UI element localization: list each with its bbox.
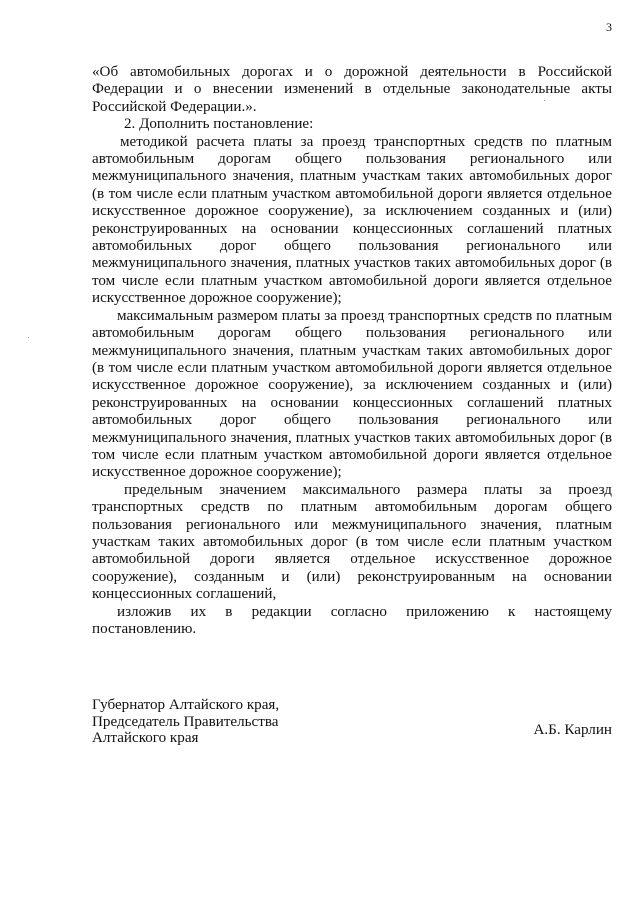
paragraph-restate-in-appendix: изложив их в редакции согласно приложению к настоящему постановлению.	[92, 603, 612, 637]
signer-title-line-1: Губернатор Алтайского края,	[92, 697, 280, 713]
signer-name: А.Б. Карлин	[533, 722, 612, 738]
document-body	[92, 64, 612, 638]
signer-title-line-2: Председатель Правительства	[92, 713, 279, 730]
scan-speck	[28, 337, 29, 338]
paragraph-law-title-continuation: «Об автомобильных дорогах и о дорожной деятельности в Российской Федерации и о внесении изменений в отдельные законодательные акты Российской Федерации.».	[92, 64, 612, 115]
paragraph-calculation-method: методикой расчета платы за проезд транспортных средств по платным автомобильным дорогам общего пользования регионального или межмуниципального значения, платным участкам таких автомобильных дорог (в том числе если платным участком автомобильной дороги является отдельное искусственное дорожное сооружение), за исключением созданных и (или) реконструированных на основании концессионных соглашений платных автомобильных дорог общего пользования регионального или межмуниципального значения, платных участков таких автомобильных дорог (в том числе если платным участком автомобильной дороги является отдельное искусственное дорожное сооружение);	[92, 133, 612, 307]
page-number: 3	[606, 20, 612, 34]
paragraph-maximum-fee: максимальным размером платы за проезд транспортных средств по платным автомобильным дорогам общего пользования регионального или межмуниципального значения, платным участкам таких автомобильных дорог (в том числе если платным участком автомобильной дороги является отдельное искусственное дорожное сооружение), за исключением созданных и (или) реконструированных на основании концессионных соглашений платных автомобильных дорог общего пользования регионального или межмуниципального значения, платных участков таких автомобильных дорог (в том числе если платным участком автомобильной дороги является отдельное искусственное дорожное сооружение);	[92, 307, 612, 481]
paragraph-fee-limit: предельным значением максимального размера платы за проезд транспортных средств по платным автомобильным дорогам общего пользования регионального или межмуниципального значения, платным участкам таких автомобильных дорог (в том числе если платным участком автомобильной дороги является отдельное искусственное дорожное сооружение), созданным и (или) реконструированным на основании концессионных соглашений,	[92, 481, 612, 603]
signer-title-line-3: Алтайского края	[92, 730, 199, 746]
scan-speck	[544, 100, 545, 101]
paragraph-item-2: 2. Дополнить постановление:	[124, 116, 314, 133]
